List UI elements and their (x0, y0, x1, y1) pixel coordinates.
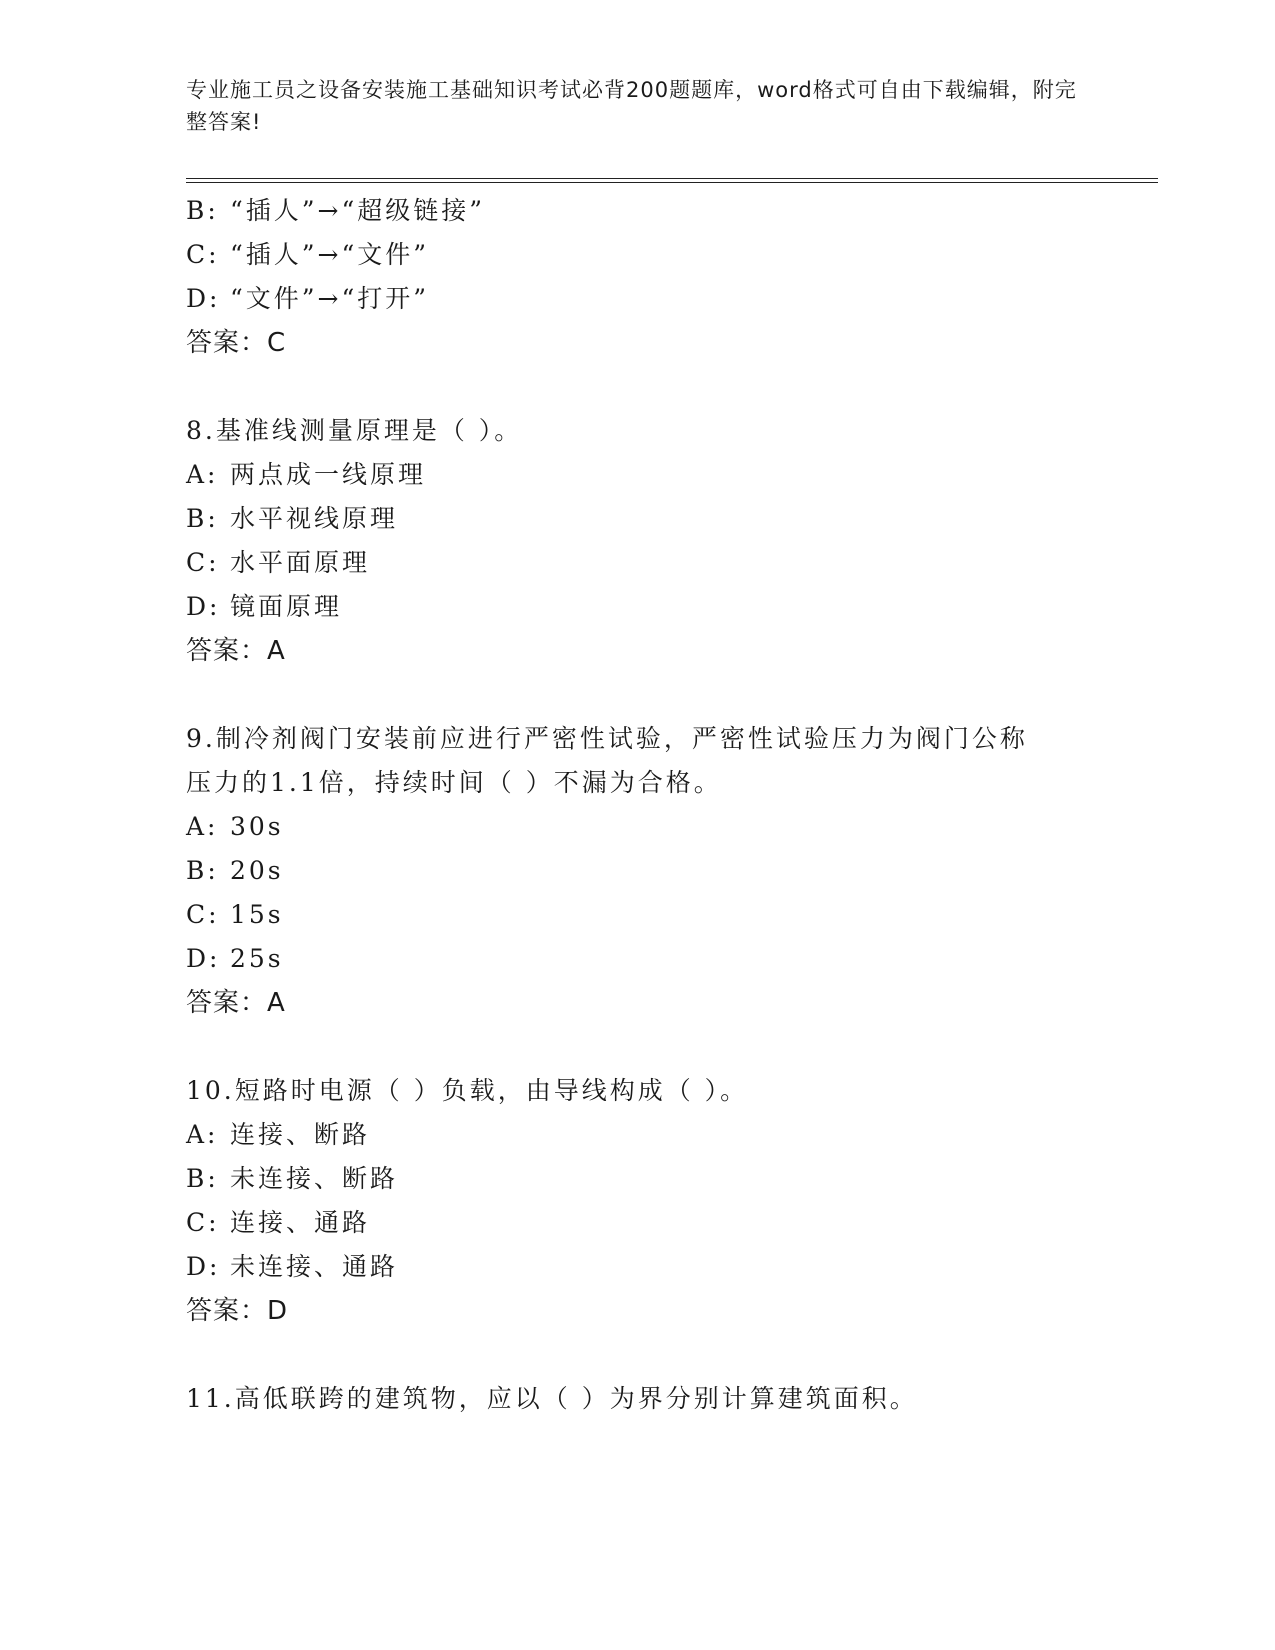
header-text: 专业施工员之设备安装施工基础知识考试必背200题题库，word格式可自由下载编辑，附完整答案! (186, 78, 1077, 134)
q9-question-line1: 9.制冷剂阀门安装前应进行严密性试验，严密性试验压力为阀门公称 (186, 724, 1028, 753)
option-letter: C: (186, 1208, 220, 1237)
q9-option-d (186, 944, 284, 974)
q7-option-d (186, 284, 429, 314)
q9-question-line2: 压力的1.1倍，持续时间（ ）不漏为合格。 (186, 768, 722, 797)
option-letter: B: (186, 504, 219, 533)
option-letter: C: (186, 900, 220, 929)
option-text: 20s (230, 856, 284, 885)
q9-answer: 答案：A (186, 988, 286, 1018)
option-letter: A: (186, 1120, 219, 1149)
header-divider (186, 178, 1158, 183)
option-letter: D: (186, 944, 221, 973)
option-text: 未连接、断路 (230, 1164, 399, 1193)
q8-answer: 答案：A (186, 636, 286, 666)
q9-option-b (186, 856, 284, 886)
option-text: 15s (230, 900, 284, 929)
q10-option-a (186, 1120, 370, 1150)
option-letter: B: (186, 196, 219, 225)
option-text: 水平面原理 (230, 548, 371, 577)
option-letter: D: (186, 592, 221, 621)
q8-option-a (186, 460, 426, 490)
q7-option-c (186, 240, 429, 270)
option-text: “插人”→“文件” (230, 240, 430, 269)
q10-question: 10.短路时电源（ ）负载，由导线构成（ ）。 (186, 1076, 749, 1105)
q8-option-d (186, 592, 342, 622)
q11-question: 11.高低联跨的建筑物，应以（ ）为界分别计算建筑面积。 (186, 1384, 918, 1413)
q8-option-c (186, 548, 370, 578)
option-letter: D: (186, 284, 221, 313)
option-text: 连接、通路 (230, 1208, 371, 1237)
option-letter: C: (186, 240, 220, 269)
q10-option-d (186, 1252, 398, 1282)
option-letter: B: (186, 856, 219, 885)
q10-option-c (186, 1208, 370, 1238)
q9-option-a (186, 812, 284, 842)
option-letter: A: (186, 460, 219, 489)
option-letter: B: (186, 1164, 219, 1193)
q9-option-c (186, 900, 284, 930)
option-text: 连接、断路 (230, 1120, 371, 1149)
document-header (186, 74, 1086, 138)
option-text: 两点成一线原理 (230, 460, 427, 489)
q10-option-b (186, 1164, 398, 1194)
option-text: 镜面原理 (230, 592, 343, 621)
option-text: 25s (230, 944, 284, 973)
q10-answer: 答案：D (186, 1296, 289, 1326)
option-letter: C: (186, 548, 220, 577)
option-text: “文件”→“打开” (230, 284, 430, 313)
q8-option-b (186, 504, 398, 534)
option-letter: A: (186, 812, 219, 841)
option-text: “插人”→“超级链接” (230, 196, 486, 225)
q7-option-b (186, 196, 485, 226)
option-letter: D: (186, 1252, 221, 1281)
q8-question: 8.基准线测量原理是（ ）。 (186, 416, 523, 445)
option-text: 未连接、通路 (230, 1252, 399, 1281)
q7-answer: 答案：C (186, 328, 287, 358)
option-text: 水平视线原理 (230, 504, 399, 533)
option-text: 30s (230, 812, 284, 841)
